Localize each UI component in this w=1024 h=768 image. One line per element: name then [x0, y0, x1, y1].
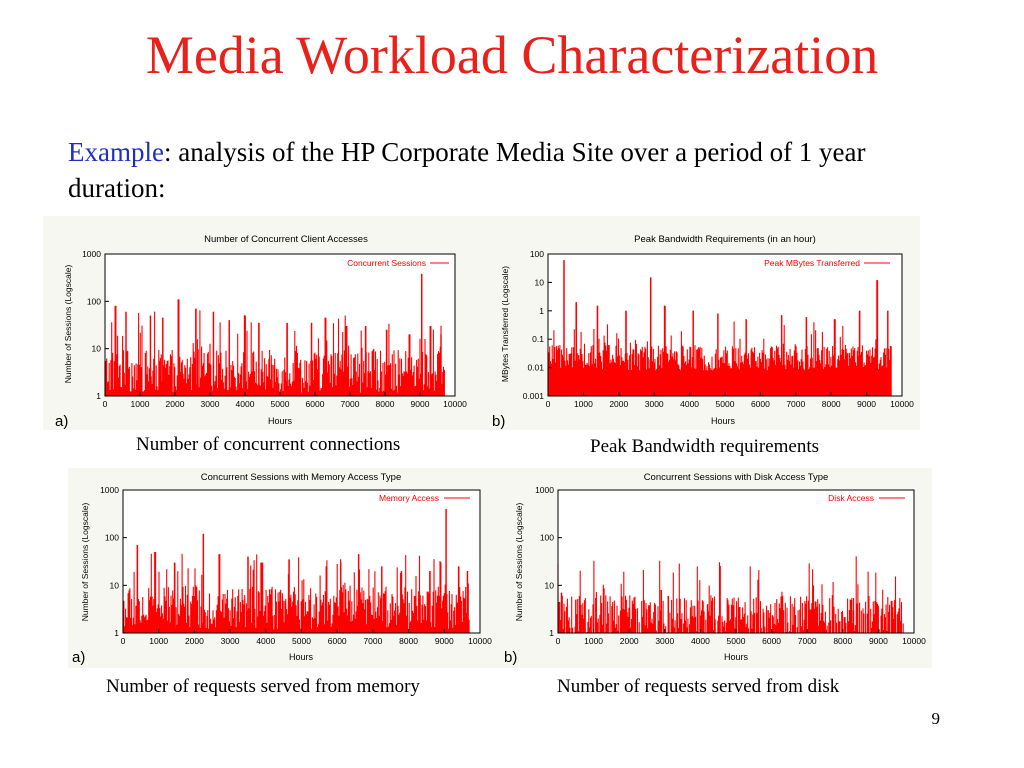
y-tick-label: 1000: [535, 485, 554, 495]
panel-label: b): [492, 413, 506, 430]
x-tick-label: 3000: [200, 399, 220, 409]
x-axis-label: Hours: [288, 652, 314, 662]
x-tick-label: 5000: [270, 399, 290, 409]
x-tick-label: 0: [120, 636, 126, 646]
y-axis-label: Number of Sessions (Logscale): [514, 502, 524, 622]
x-tick-label: 6000: [750, 399, 770, 409]
y-tick-label: 1: [96, 391, 101, 401]
x-tick-label: 3000: [655, 636, 675, 646]
x-tick-label: 4000: [235, 399, 255, 409]
y-tick-label: 100: [104, 532, 119, 543]
y-tick-label: 10: [109, 580, 119, 591]
x-tick-label: 2000: [165, 399, 185, 409]
x-tick-label: 0: [555, 636, 561, 646]
y-tick-label: 1: [539, 305, 544, 316]
legend-label: Memory Access: [379, 493, 439, 503]
x-tick-label: 0: [102, 399, 108, 409]
y-tick-label: 100: [86, 296, 101, 307]
x-tick-label: 8000: [833, 636, 853, 646]
chart-panel-disk: [502, 468, 932, 668]
y-tick-label: 10: [534, 277, 544, 288]
x-tick-label: 2000: [619, 636, 639, 646]
chart-title: Peak Bandwidth Requirements (in an hour): [634, 234, 816, 245]
x-tick-label: 7000: [340, 399, 360, 409]
page-number: 9: [931, 709, 940, 728]
x-tick-label: 5000: [292, 636, 311, 646]
x-tick-label: 10000: [468, 636, 492, 646]
x-tick-label: 9000: [410, 399, 430, 409]
intro-keyword: Example: [68, 137, 164, 167]
intro-body: : analysis of the HP Corporate Media Site over a period of 1 year duration:: [68, 137, 866, 203]
slide-title: Media Workload Characterization: [145, 25, 879, 85]
x-tick-label: 2000: [184, 636, 204, 646]
x-tick-label: 1000: [130, 399, 150, 409]
x-tick-label: 7000: [363, 636, 383, 646]
y-axis-label: Number of Sessions (Logscale): [80, 502, 90, 622]
x-tick-label: 7000: [786, 399, 806, 409]
y-tick-label: 0.1: [532, 334, 544, 345]
y-tick-label: 10: [544, 580, 554, 591]
caption-bandwidth: Peak Bandwidth requirements: [590, 436, 820, 457]
x-tick-label: 0: [545, 399, 551, 409]
y-tick-label: 0.001: [522, 391, 544, 401]
y-tick-label: 1: [114, 628, 119, 638]
x-tick-label: 9000: [434, 636, 454, 646]
x-tick-label: 9000: [868, 636, 888, 646]
caption-memory: Number of requests served from memory: [106, 676, 420, 697]
x-axis-label: Hours: [710, 416, 736, 426]
legend-label: Concurrent Sessions: [347, 258, 426, 268]
x-tick-label: 5000: [726, 636, 746, 646]
x-tick-label: 6000: [762, 636, 782, 646]
x-tick-label: 10000: [902, 636, 926, 646]
x-tick-label: 8000: [821, 399, 841, 409]
y-tick-label: 1000: [100, 485, 119, 495]
x-tick-label: 4000: [680, 399, 700, 409]
y-tick-label: 10: [91, 343, 101, 354]
y-axis-label: MBytes Transferred (Logscale): [500, 265, 510, 383]
y-tick-label: 100: [539, 532, 554, 543]
x-tick-label: 1000: [149, 636, 169, 646]
x-tick-label: 8000: [399, 636, 419, 646]
x-tick-label: 10000: [443, 399, 467, 409]
chart-disk-access: [502, 468, 932, 668]
x-tick-label: 1000: [584, 636, 604, 646]
chart-title: Concurrent Sessions with Disk Access Type: [643, 472, 829, 483]
intro-text: [68, 134, 968, 206]
panel-label: b): [504, 649, 518, 666]
x-tick-label: 6000: [305, 399, 325, 409]
y-tick-label: 0.01: [527, 362, 544, 373]
panel-label: a): [55, 413, 69, 430]
x-tick-label: 3000: [220, 636, 240, 646]
x-tick-label: 7000: [797, 636, 817, 646]
caption-disk: Number of requests served from disk: [557, 676, 840, 697]
y-tick-label: 1: [549, 628, 554, 638]
x-tick-label: 4000: [256, 636, 276, 646]
panel-label: a): [72, 649, 86, 666]
caption-concurrent: Number of concurrent connections: [136, 434, 401, 455]
x-tick-label: 4000: [690, 636, 710, 646]
x-tick-label: 6000: [327, 636, 347, 646]
x-tick-label: 3000: [644, 399, 664, 409]
y-axis-label: Number of Sessions (Logscale): [63, 264, 73, 384]
chart-title: Concurrent Sessions with Memory Access Type: [200, 472, 402, 483]
x-axis-label: Hours: [267, 416, 293, 426]
legend-label: Disk Access: [828, 493, 874, 503]
y-tick-label: 1000: [82, 249, 101, 259]
chart-concurrent-accesses: [43, 216, 490, 430]
x-tick-label: 5000: [715, 399, 735, 409]
legend-label: Peak MBytes Transferred: [764, 258, 860, 268]
y-tick-label: 100: [529, 249, 544, 259]
x-tick-label: 9000: [857, 399, 877, 409]
x-tick-label: 1000: [573, 399, 593, 409]
chart-panel-memory: [68, 468, 502, 668]
x-tick-label: 2000: [609, 399, 629, 409]
x-axis-label: Hours: [723, 652, 749, 662]
chart-panel-concurrent: [43, 216, 490, 430]
chart-title: Number of Concurrent Client Accesses: [204, 234, 368, 245]
x-tick-label: 8000: [375, 399, 395, 409]
chart-panel-bandwidth: [490, 216, 920, 430]
chart-memory-access: [68, 468, 502, 668]
x-tick-label: 10000: [890, 399, 914, 409]
chart-peak-bandwidth: [490, 216, 920, 430]
